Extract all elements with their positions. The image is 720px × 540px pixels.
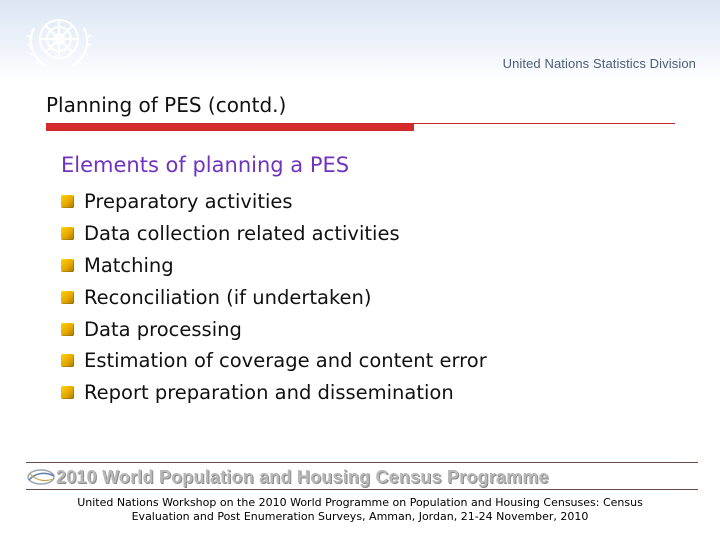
globe-swoosh-icon <box>26 468 56 486</box>
list-item-text: Reconciliation (if undertaken) <box>84 285 372 309</box>
list-item <box>61 281 487 313</box>
footer-caption <box>20 496 700 524</box>
title-accent-bar <box>46 124 414 131</box>
list-item-text: Matching <box>84 253 174 277</box>
list-item-text: Data collection related activities <box>84 222 400 246</box>
list-item <box>61 186 487 218</box>
footer-divider-bottom <box>26 489 698 490</box>
list-item-text: Estimation of coverage and content error <box>84 349 487 373</box>
bullet-list <box>61 186 487 409</box>
footer-divider-top <box>26 462 698 463</box>
list-item <box>61 377 487 409</box>
list-item <box>61 250 487 282</box>
section-heading: Elements of planning a PES <box>61 153 350 177</box>
list-item <box>61 313 487 345</box>
list-item-text: Data processing <box>84 317 242 341</box>
q-bullet-icon <box>61 227 74 240</box>
banner-text: 2010 World Population and Housing Census Programme <box>56 467 549 487</box>
q-bullet-icon <box>61 386 74 399</box>
footer-caption-line: United Nations Workshop on the 2010 World Programme on Population and Housing Censuses: Census <box>77 496 643 509</box>
q-bullet-icon <box>61 259 74 272</box>
census-programme-banner <box>26 466 698 488</box>
q-bullet-icon <box>61 195 74 208</box>
q-bullet-icon <box>61 354 74 367</box>
list-item-text: Preparatory activities <box>84 190 293 214</box>
list-item <box>61 345 487 377</box>
page-title: Planning of PES (contd.) <box>46 93 287 117</box>
q-bullet-icon <box>61 291 74 304</box>
organization-name: United Nations Statistics Division <box>502 56 696 71</box>
list-item-text: Report preparation and dissemination <box>84 381 454 405</box>
q-bullet-icon <box>61 323 74 336</box>
un-emblem-icon <box>20 8 98 74</box>
list-item <box>61 218 487 250</box>
footer-caption-line: Evaluation and Post Enumeration Surveys, Amman, Jordan, 21-24 November, 2010 <box>131 510 589 523</box>
